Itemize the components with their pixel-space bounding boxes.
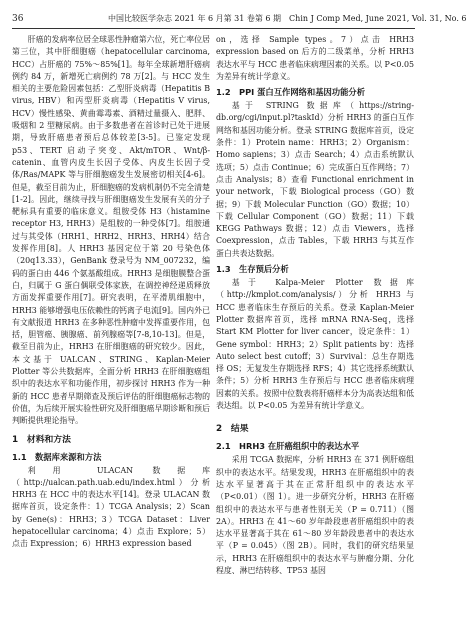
subsection-heading: 1.1 数据库来源和方法: [12, 451, 102, 462]
subsection-heading: 1.3 生存预后分析: [216, 264, 289, 275]
page-header: [12, 12, 467, 26]
header-divider: [12, 28, 415, 29]
page-number: 36: [12, 14, 24, 24]
body-paragraph: 基于 Kalpa-Meier Plotter 数据库（http://kmplot.com/analysis/）分析 HRH3 与 HCC 患者临床生存预后的关系。登录 Kaplan-Meier Plotter 数据库首页，选择 mRNA RNA-Seq，选择 Start KM Plotter for liver cancer，设定条件：1）Gene symbol：HRH3；2）Split patients by：选择 Auto select best cutoff；3）Survival：总生存期选择 OS；无复发生存期选择 RFS；4）其它选择系统默认条件；5）分析 HRH3 生存预后与 HCC 患者临床病理因素的关系。按照中位数表将肝癌样本分为高表达组和低表达组。以 P<0.05 为差异有统计学意义。: [216, 278, 414, 411]
body-paragraph: 采用 TCGA 数据库，分析 HRH3 在 371 例肝癌组织中的表达水平。结果发现，HRH3 在肝癌组织中的表达水平显著高于其在正常肝组织中的表达水平（P<0.01）（图 1）。进一步研究分析，HRH3 在肝癌组织中的表达水平与患者性别无关（P = 0.711）（图 2A）。HRH3 在 41～60 岁年龄段患者肝癌组织中的表达水平显著高于其在 61～80 岁年龄段患者中的表达水平（P = 0.045）（图 2B）。同时，我们的研究结果显示，HRH3 在肝癌组织中的表达水平与肿瘤分期、分化程度、淋巴结转移、TP53 基因: [216, 455, 414, 575]
right-column: [216, 34, 414, 577]
body-paragraph: 肝癌的发病率位居全球恶性肿瘤第六位，死亡率位居第三位，其中肝细胞癌（hepatocellular carcinoma, HCC）占肝癌的 75%～85%[1]。每年全球新增肝癌病例约 84 万，新增死亡病例约 78 万[2]。与 HCC 发生相关的主要危险因素包括：乙型肝炎病毒（Hepatitis B virus, HBV）和丙型肝炎病毒（Hepatitis V virus, HCV）慢性感染、黄曲霉毒素、酒精过量摄入、肥胖、吸烟和 2 型糖尿病。由于多数患者在首诊时已处于进展期，导致肝癌患者预后总体较差[3-5]。已鉴定发现 p53、TERT 启动子突变、Akt/mTOR、Wnt/β-catenin、血管内皮生长因子受体、内皮生长因子受体/Ras/MAPK 等与肝细胞癌发生发展密切相关[4-6]。但是，截至目前为止，肝细胞癌的发病机制仍不完全清楚[1-2]。因此，继续寻找与肝细胞癌发生发展有关的分子靶标具有重要的临床意义。组胺受体 H3（histamine receptor H3, HRH3）是组胺的一种受体[7]。组胺通过与其受体（HRH1、HRH2、HRH3、HRH4）结合发挥作用[8]。人 HRH3 基因定位于第 20 号染色体（20q13.33），GenBank 登录号为 NM_007232，编码的蛋白由 446 个氨基酸组成。HRH3 是细胞膜整合蛋白，归属于 G 蛋白偶联受体家族，在调控神经递质释放方面发挥重要作用[7]。研究表明，在平滑肌细胞中，HRH3 能够增强电压依赖性的钙离子电流[9]。国内外已有文献报道 HRH3 在多种恶性肿瘤中发挥重要作用，包括，胆管癌、胰腺癌、前列腺癌等[7-8,10-13]。但是，截至目前为止，HRH3 在肝细胞癌的研究较少。因此，本文基于 UALCAN、STRING、Kaplan-Meier Plotter 等公共数据库，全面分析 HRH3 在肝细胞癌组织中的表达水平和功能作用，初步探讨 HRH3 作为一种新的 HCC 患者早期筛查及预后评估的肝细胞癌标志物的价值，为后续开展实验性研究及肝细胞癌早期诊断和预后判断提供理论指导。: [12, 35, 210, 426]
journal-citation: 中国比较医学杂志 2021 年 6 月第 31 卷第 6 期 Chin J Comp Med, June 2021, Vol. 31, No. 6: [108, 14, 467, 23]
body-paragraph: 基于 STRING 数据库（https://string-db.org/cgi/input.pl?taskId）分析 HRH3 的蛋白互作网络和基因功能分析。登录 STRING 数据库首页，设定条件：1）Protein name：HRH3；2）Organism：Homo sapiens；3）点击 Search；4）点击系统默认选项；5）点击 Continue；6）完成蛋白互作网络；7）点击 Analysis；8）查看 Functional enrichment in your network，下载 Biological process（GO）数据；9）下载 Molecular Function（GO）数据；10）下载 Cellular Component（GO）数据；11）下载 KEGG Pathways 数据；12）点击 Viewers，选择 Coexpression，点击 Tables，下载 HRH3 与其互作蛋白共表达数据。: [216, 101, 414, 258]
section-heading: 2 结果: [216, 424, 249, 435]
section-heading: 1 材料和方法: [12, 434, 71, 445]
subsection-heading: 1.2 PPI 蛋白互作网络和基因功能分析: [216, 87, 365, 98]
spacer: [216, 412, 414, 417]
subsection-heading: 2.1 HRH3 在肝癌组织中的表达水平: [216, 441, 360, 452]
left-column: [12, 34, 210, 551]
body-paragraph: 利用 ULACAN 数据库（http://ualcan.path.uab.edu/index.html）分析 HRH3 在 HCC 中的表达水平[14]。登录 ULACAN 数据库首页，设定条件：1）TCGA Analysis；2）Scan by Gene(s)：HRH3；3）TCGA Dataset：Liver hepatocellular carcinoma；4）点击 Explore；5）点击 Expression；6）HRH3 expression based: [12, 465, 210, 549]
body-paragraph: on，选择 Sample types。7）点击 HRH3 expression based on 后方的二级菜单，分析 HRH3 表达水平与 HCC 患者临床病理因素的关系。以 P<0.05 为差异有统计学意义。: [216, 35, 415, 81]
